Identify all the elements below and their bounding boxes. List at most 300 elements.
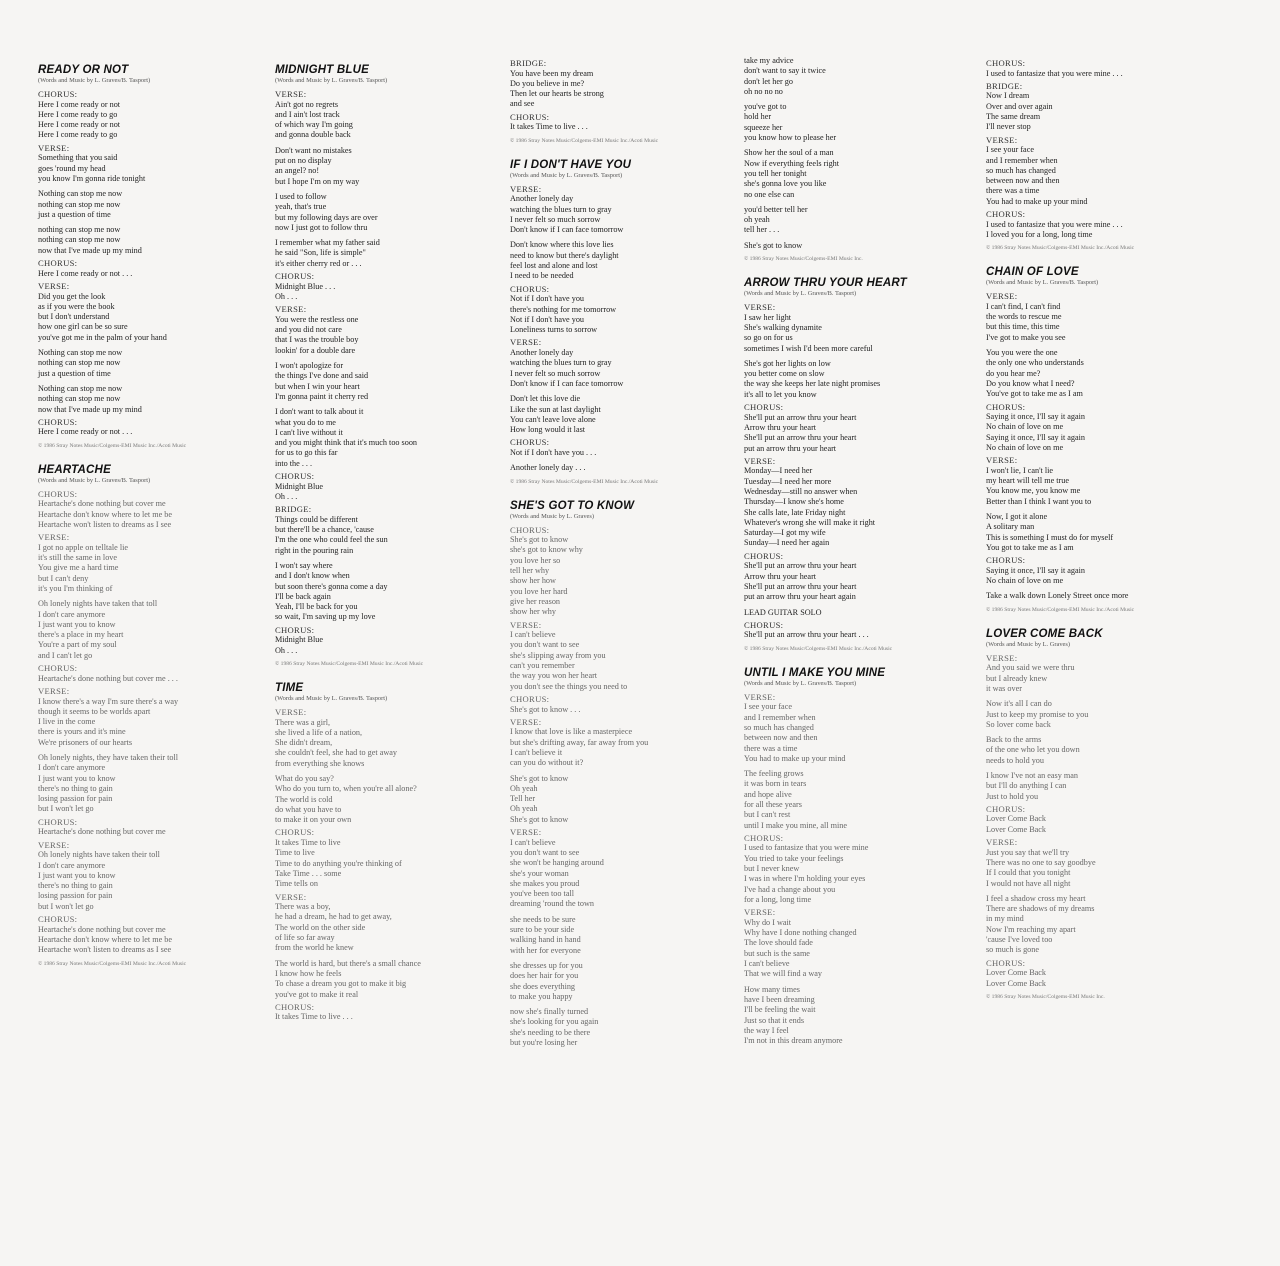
song-block [744, 277, 944, 653]
lyric-line: but when I win your heart [275, 381, 360, 391]
song-credit: (Words and Music by L. Graves/B. Tasport) [510, 171, 623, 179]
lyric-line: No chain of love on me [986, 442, 1064, 452]
lyric-line: nothing can stop me now [38, 199, 121, 209]
lyric-line: but I hope I'm on my way [275, 176, 360, 186]
lyric-line: Thursday—I know she's home [744, 497, 844, 507]
lyric-line: Wednesday—still no answer when [744, 486, 858, 496]
lyric-line: The love should fade [744, 938, 813, 948]
lyric-line: Here I come ready or not . . . [38, 427, 133, 437]
lyric-line: nothing can stop me now [38, 358, 121, 368]
lyric-line: with her for everyone [510, 945, 581, 955]
section-label: CHORUS: [510, 111, 550, 122]
song-title: HEARTACHE [38, 463, 111, 476]
section-label: VERSE: [744, 455, 776, 466]
section-label: CHORUS: [986, 209, 1026, 220]
lyric-line: Just so that it ends [744, 1015, 805, 1025]
lyric-line: no one else can [744, 189, 795, 199]
lyric-line: Now, I got it alone [986, 512, 1048, 522]
lyric-line: she dresses up for you [510, 960, 583, 970]
section-label: VERSE: [275, 891, 307, 902]
lyric-line: You know me, you know me [986, 486, 1081, 496]
lyric-line: she won't be hanging around [510, 858, 604, 868]
lyric-line: I saw her light [744, 312, 792, 322]
lyric-line: She'll put an arrow thru your heart [744, 433, 857, 443]
lyric-line: Why have I done nothing changed [744, 928, 857, 938]
lyric-line: Don't know if I can face tomorrow [510, 378, 624, 388]
lyric-line: Here I come ready or not . . . [38, 268, 133, 278]
lyric-line: I can't believe it [510, 748, 563, 757]
lyric-line: I can't find, I can't find [986, 301, 1061, 311]
copyright-note: © 1986 Stray Notes Music/Colgems-EMI Music Inc./Acoti Music [38, 442, 187, 449]
lyric-line: I know I've not an easy man [986, 771, 1078, 780]
lyric-line: Now I'm reaching my apart [986, 924, 1076, 934]
section-label: VERSE: [744, 691, 776, 702]
song-credit: (Words and Music by L. Graves/B. Tasport) [275, 77, 388, 84]
column-4 [744, 56, 944, 1060]
lyric-line: Oh . . . [275, 291, 298, 301]
lyric-line: Like the sun at last daylight [510, 404, 601, 414]
lyric-line: to make it on your own [275, 815, 352, 825]
lyric-line: There was a boy, [275, 902, 331, 912]
lyric-line: the things I've done and said [275, 371, 369, 381]
lyric-line: Loneliness turns to sorrow [510, 325, 598, 335]
copyright-note: © 1986 Stray Notes Music/Colgems-EMI Music Inc./Acoti Music [744, 645, 893, 652]
lyric-line: but I already knew [986, 673, 1048, 683]
song-credit: (Words and Music by L. Graves/B. Tasport) [744, 290, 857, 298]
lyric-line: and I can't let go [38, 650, 93, 660]
song-credit: (Words and Music by L. Graves/B. Tasport) [38, 476, 151, 484]
lyric-line: There was a girl, [275, 717, 331, 727]
section-label: CHORUS: [38, 816, 78, 827]
lyric-line: The world on the other side [275, 922, 366, 932]
lyric-line: I got no apple on telltale lie [38, 542, 129, 552]
lyric-line: Heartache don't know where to let me be [38, 509, 173, 519]
lyric-line: put on no display [275, 156, 332, 166]
lyric-line: Now it's all I can do [986, 699, 1052, 709]
lyric-line: Just you say that we'll try [986, 847, 1070, 857]
lyric-line: Arrow thru your heart [744, 422, 817, 432]
lyric-line: To chase a dream you got to make it big [275, 979, 407, 989]
lyric-line: Nothing can stop me now [38, 348, 123, 358]
lyric-line: she's your woman [510, 868, 569, 878]
lyric-line: I used to fantasize that you were mine . . . [986, 68, 1123, 78]
section-label: VERSE: [986, 134, 1018, 145]
lyric-line: Midnight Blue [275, 635, 323, 645]
lyric-line: Nothing can stop me now [38, 189, 123, 199]
section-label: VERSE: [510, 337, 542, 348]
lyric-line: you'd better tell her [744, 204, 808, 214]
lyric-line: Here I come ready or not [38, 99, 121, 109]
section-label: BRIDGE: [986, 80, 1023, 91]
lyric-line: I've had a change about you [744, 884, 836, 894]
lyric-line: I just want you to know [38, 619, 116, 629]
lyric-line: Over and over again [986, 101, 1053, 111]
lyric-line: It takes Time to live . . . [510, 122, 588, 132]
lyric-line: Then let our hearts be strong [510, 89, 604, 99]
lyric-line: she makes you proud [510, 878, 580, 888]
lyric-line: nothing can stop me now [38, 225, 121, 235]
lyric-line: you don't want to see [510, 640, 580, 650]
section-label: VERSE: [510, 183, 542, 194]
lyric-line: You you were the one [986, 348, 1058, 358]
section-label: CHORUS: [986, 957, 1026, 968]
lyric-line: I can't believe [510, 630, 556, 640]
section-label: VERSE: [38, 280, 70, 291]
lyric-line: I would not have all night [986, 878, 1071, 888]
lyric-line: I don't care anymore [38, 860, 106, 870]
lyric-line: she's slipping away from you [510, 650, 606, 660]
lyric-line: The same dream [986, 112, 1041, 122]
copyright-note: © 1986 Stray Notes Music/Colgems-EMI Music Inc./Acoti Music [986, 245, 1135, 252]
lyric-line: the way she keeps her late night promises [744, 379, 881, 389]
lyric-line: to make you happy [510, 991, 573, 1001]
lyric-line: between now and then [986, 176, 1060, 186]
lyric-line: Midnight Blue . . . [275, 281, 336, 291]
lyric-line: between now and then [744, 733, 818, 743]
lyric-line: This is something I must do for myself [986, 532, 1114, 542]
lyric-line: you know how to please her [744, 133, 837, 143]
lyric-line: Oh lonely nights have taken their toll [38, 850, 160, 860]
section-label: BRIDGE: [275, 504, 312, 515]
lyric-line: We're prisoners of our hearts [38, 737, 133, 747]
lyric-line: I'm the one who could feel the sun [275, 535, 388, 545]
lyric-line: it was over [986, 683, 1022, 693]
song-title: LOVER COME BACK [986, 627, 1103, 640]
song-credit: (Words and Music by L. Graves) [986, 640, 1070, 648]
lyric-line: Back to the arms [986, 735, 1042, 745]
lyric-line: I loved you for a long, long time [986, 229, 1093, 239]
lyric-line: Now I dream [986, 91, 1030, 101]
lyric-line: Don't let this love die [510, 394, 581, 404]
lyric-line: I'll be back again [275, 591, 331, 601]
lyric-line: No chain of love on me [986, 422, 1064, 432]
lyric-line: Sunday—I need her again [744, 538, 830, 548]
lyric-line: walking hand in hand [510, 935, 581, 945]
lyric-line: you don't see the things you need to [510, 681, 628, 691]
lyric-line: Time tells on [275, 879, 318, 889]
lyric-line: it's either cherry red or . . . [275, 258, 362, 268]
section-label: VERSE: [986, 837, 1018, 848]
lyric-line: Saturday—I got my wife [744, 528, 826, 538]
lyric-line: Saying it once, I'll say it again [986, 412, 1086, 422]
lyric-line: I used to follow [275, 191, 327, 201]
section-label: VERSE: [986, 652, 1018, 663]
section-label: CHORUS: [38, 488, 78, 499]
lyric-line: I never felt so much sorrow [510, 368, 601, 378]
lyric-line: but I can't rest [744, 810, 791, 820]
lyric-line: my heart will tell me true [986, 476, 1069, 486]
section-label: VERSE: [275, 706, 307, 717]
lyric-line: losing passion for pain [38, 794, 113, 804]
lyric-line: there was a time [744, 743, 798, 753]
lyric-line: Things could be different [275, 514, 358, 524]
lyric-line: Something that you said [38, 153, 118, 163]
song-title: IF I DON'T HAVE YOU [510, 158, 632, 171]
lyric-line: of the one who let you down [986, 745, 1080, 755]
lyric-line: he had a dream, he had to get away, [275, 912, 392, 922]
song-block [38, 64, 238, 450]
lyric-line: You've got to take me as I am [986, 389, 1083, 399]
lyric-line: I can't live without it [275, 427, 343, 437]
lyric-line: nothing can stop me now [38, 235, 121, 245]
lyric-line: give her reason [510, 596, 561, 606]
lyric-line: A solitary man [986, 522, 1035, 532]
lyric-line: You're a part of my soul [38, 640, 117, 650]
lyric-line: and I ain't lost track [275, 109, 340, 119]
lyric-line: but such is the same [744, 948, 810, 958]
song-title: SHE'S GOT TO KNOW [510, 499, 635, 512]
lyric-line: Not if I don't have you [510, 294, 585, 304]
lyric-line: How many times [744, 984, 800, 994]
lyric-line: I used to fantasize that you were mine . . . [986, 219, 1123, 229]
lyric-line: until I make you mine, all mine [744, 820, 848, 830]
lyric-line: but soon there's gonna come a day [275, 581, 388, 591]
lyric-line: what you do to me [275, 417, 336, 427]
lyric-line: It takes Time to live . . . [275, 1012, 353, 1022]
lyric-line: There was no one to say goodbye [986, 857, 1096, 867]
lyric-line: just a question of time [38, 209, 111, 219]
lyric-line: she does everything [510, 981, 576, 991]
copyright-note: © 1986 Stray Notes Music/Colgems-EMI Music Inc. [986, 993, 1105, 1000]
lyric-line: and I don't know when [275, 571, 350, 581]
lyric-line: you don't want to see [510, 847, 580, 857]
lyric-line: Not if I don't have you . . . [510, 447, 597, 457]
lyric-line: but I won't let go [38, 804, 94, 814]
lyric-line: Another lonely day . . . [510, 463, 586, 473]
lyric-line: and hope alive [744, 789, 792, 799]
section-label: CHORUS: [510, 524, 550, 535]
lyric-line: there's a place in my heart [38, 630, 124, 640]
lyric-line: do what you have to [275, 804, 342, 814]
section-label: CHORUS: [986, 401, 1026, 412]
lyric-line: now that I've made up my mind [38, 404, 142, 414]
lyric-line: an angel? no! [275, 166, 320, 176]
lyric-line: does her hair for you [510, 971, 579, 981]
lyric-line: Tuesday—I need her more [744, 476, 832, 486]
lyric-line: you've got to make it real [275, 989, 359, 999]
lyric-line: and I remember when [744, 712, 816, 722]
lyric-line: but this time, this time [986, 322, 1060, 332]
lyric-line: Time to live [275, 848, 315, 858]
lyric-line: She'll put an arrow thru your heart [744, 581, 857, 591]
lyric-line: there is yours and it's mine [38, 727, 126, 737]
lyric-line: Oh yeah [510, 804, 538, 814]
lyric-line: how one girl can be so sure [38, 322, 128, 332]
lyric-line: I'll be feeling the wait [744, 1005, 816, 1015]
lyric-line: She'll put an arrow thru your heart [744, 561, 857, 571]
song-title: MIDNIGHT BLUE [275, 64, 369, 76]
lyric-line: Ain't got no regrets [275, 99, 339, 109]
lyric-line: The world is cold [275, 794, 333, 804]
lyric-line: I know that love is like a masterpiece [510, 727, 633, 737]
lyric-line: you've got me in the palm of your hand [38, 332, 167, 342]
lyric-line: Oh . . . [275, 491, 298, 501]
lyric-line: don't want to say it twice [744, 66, 826, 76]
lyric-line: but I don't understand [38, 312, 110, 322]
lyric-line: Did you get the look [38, 291, 106, 301]
lyric-line: into the . . . [275, 458, 313, 468]
lyric-line: losing passion for pain [38, 891, 113, 901]
lyric-line: She's got to know [510, 773, 569, 783]
lyric-line: so much has changed [744, 722, 814, 732]
copyright-note: © 1986 Stray Notes Music/Colgems-EMI Music Inc./Acoti Music [38, 960, 187, 967]
copyright-note: © 1986 Stray Notes Music/Colgems-EMI Music Inc./Acoti Music [275, 660, 424, 667]
lyric-line: She calls late, late Friday night [744, 507, 846, 517]
song-block [986, 58, 1186, 252]
section-label: VERSE: [275, 89, 307, 99]
lyric-line: You had to make up your mind [986, 196, 1088, 206]
lyric-line: but I'll do anything I can [986, 781, 1067, 791]
section-label: VERSE: [38, 142, 70, 153]
lyric-line: but she's drifting away, far away from you [510, 737, 649, 747]
section-label: CHORUS: [510, 437, 550, 448]
song-title: UNTIL I MAKE YOU MINE [744, 666, 886, 679]
lyric-line: Heartache won't listen to dreams as I see [38, 945, 172, 955]
section-label: CHORUS: [744, 402, 784, 413]
lyric-line: If I could that you tonight [986, 868, 1071, 878]
song-title: ARROW THRU YOUR HEART [744, 277, 907, 290]
lyric-line: can't you remember [510, 661, 575, 671]
lyric-line: but I never knew [744, 864, 800, 874]
lyric-line: Lover Come Back [986, 824, 1047, 834]
lyric-line: show her how [510, 576, 556, 586]
section-label: CHORUS: [275, 624, 315, 635]
lyric-line: Yeah, I'll be back for you [275, 602, 358, 612]
lyric-line: The world is hard, but there's a small chance [275, 958, 421, 968]
song-title: READY OR NOT [38, 64, 129, 76]
lyric-line: Whatever's wrong she will make it right [744, 517, 876, 527]
section-label: CHORUS: [38, 416, 78, 427]
lyric-line: of which way I'm going [275, 120, 353, 130]
lyric-line: hold her [744, 112, 772, 122]
lyric-line: She'll put an arrow thru your heart . . . [744, 630, 869, 640]
lyric-line: dreaming 'round the town [510, 899, 595, 909]
lyric-line: she's needing to be there [510, 1027, 591, 1037]
lyric-line: No chain of love on me [986, 576, 1064, 586]
lyric-line: from the world he knew [275, 943, 354, 953]
lyric-line: I can't believe [744, 959, 790, 969]
lyric-line: I won't lie, I can't lie [986, 465, 1054, 475]
lyric-line: You had to make up your mind [744, 753, 846, 763]
lyric-line: it was born in tears [744, 779, 807, 789]
lyric-line: needs to hold you [986, 755, 1044, 765]
song-block [744, 667, 944, 1047]
section-label: CHORUS: [510, 693, 550, 704]
lyric-line: She's got her lights on low [744, 358, 831, 368]
lyric-line: tell her . . . [744, 225, 780, 235]
lyric-line: It takes Time to live [275, 838, 341, 848]
lyric-line: What do you say? [275, 774, 334, 783]
lyric-line: she needs to be sure [510, 914, 576, 924]
lyric-line: Another lonely day [510, 194, 574, 204]
song-title: CHAIN OF LOVE [986, 266, 1079, 279]
section-label: CHORUS: [38, 258, 78, 269]
lyric-line: Just to keep my promise to you [986, 709, 1089, 719]
lyric-line: Tell her [510, 794, 536, 804]
lyric-line: Take a walk down Lonely Street once more [986, 591, 1129, 601]
lyric-line: there's nothing for me tomorrow [510, 304, 617, 314]
song-block [275, 64, 475, 668]
lyric-line: I just want you to know [38, 773, 116, 783]
lyric-line: but I can't deny [38, 573, 89, 583]
lyric-line: yeah, that's true [275, 202, 327, 212]
lyric-line: Lover Come Back [986, 814, 1047, 824]
lyric-line: I don't want to talk about it [275, 407, 364, 417]
lyric-line: so much has changed [986, 165, 1056, 175]
lyric-line: I won't say where [275, 560, 333, 570]
lyric-line: now I just got to follow thru [275, 222, 368, 232]
lyric-line: he said "Son, life is simple" [275, 248, 366, 258]
copyright-note: © 1986 Stray Notes Music/Colgems-EMI Music Inc./Acoti Music [510, 478, 659, 485]
section-label: VERSE: [38, 532, 70, 543]
section-label: CHORUS: [986, 58, 1026, 68]
lyric-line: Heartache's done nothing but cover me [38, 827, 166, 837]
lyric-line: I can't believe [510, 837, 556, 847]
lyric-line: it's still the same in love [38, 553, 118, 563]
lyric-line: Why do I wait [744, 917, 792, 927]
section-label: CHORUS: [38, 914, 78, 925]
lyric-line: can you do without it? [510, 758, 584, 768]
lyric-line: She's walking dynamite [744, 322, 822, 332]
lyric-line: she's got to know why [510, 545, 583, 555]
lyric-line: I'll never stop [986, 122, 1031, 132]
lyric-line: You give me a hard time [38, 563, 119, 573]
lyric-line: you've been too tall [510, 889, 575, 899]
lyric-line: of life so far away [275, 933, 335, 943]
lyric-line: You were the restless one [275, 314, 359, 324]
lyric-line: Heartache don't know where to let me be [38, 934, 173, 944]
lyric-line: watching the blues turn to gray [510, 204, 612, 214]
lyric-line: Do you believe in me? [510, 78, 585, 88]
lyric-line: for a long, long time [744, 894, 812, 904]
lyric-line: now that I've made up my mind [38, 245, 142, 255]
lyric-line: Heartache's done nothing but cover me [38, 924, 166, 934]
lyric-line: You can't leave love alone [510, 414, 596, 424]
lyric-line: she's gonna love you like [744, 179, 827, 189]
song-block [510, 159, 710, 486]
lyric-line: Heartache won't listen to dreams as I see [38, 519, 172, 529]
section-label: VERSE: [38, 685, 70, 696]
lyric-line: feel lost and alone and lost [510, 261, 598, 271]
lyric-line: and see [510, 99, 535, 109]
lyric-line: the words to rescue me [986, 312, 1062, 322]
lyric-line: She'll put an arrow thru your heart [744, 412, 857, 422]
lyric-line: now she's finally turned [510, 1007, 589, 1017]
song-block [986, 628, 1186, 1001]
lyric-line: That we will find a way [744, 969, 822, 979]
lyric-line: Don't know if I can face tomorrow [510, 225, 624, 235]
lyric-line: I used to fantasize that you were mine [744, 843, 869, 853]
lyric-line: You got to take me as I am [986, 542, 1074, 552]
lyric-line: and I remember when [986, 155, 1058, 165]
lyric-line: so much is gone [986, 945, 1039, 955]
lyric-line: watching the blues turn to gray [510, 358, 612, 368]
lyric-line: Now if everything feels right [744, 158, 840, 168]
lyric-line: Who do you turn to, when you're all alone? [275, 784, 417, 794]
lyric-line: Not if I don't have you [510, 314, 585, 324]
lyric-line: it's all to let you know [744, 389, 817, 399]
lyric-line: that I was the trouble boy [275, 335, 359, 345]
lyric-line: And you said we were thru [986, 663, 1075, 673]
lyric-line: Lover Come Back [986, 968, 1047, 978]
lyric-line: sure to be your side [510, 925, 575, 935]
lyric-line: but I won't let go [38, 901, 94, 911]
lyric-line: I live in the come [38, 717, 96, 727]
lyric-line: She didn't dream, [275, 738, 333, 748]
lyric-line: I remember what my father said [275, 238, 380, 248]
section-label: VERSE: [510, 827, 542, 838]
section-label: CHORUS: [38, 89, 78, 99]
